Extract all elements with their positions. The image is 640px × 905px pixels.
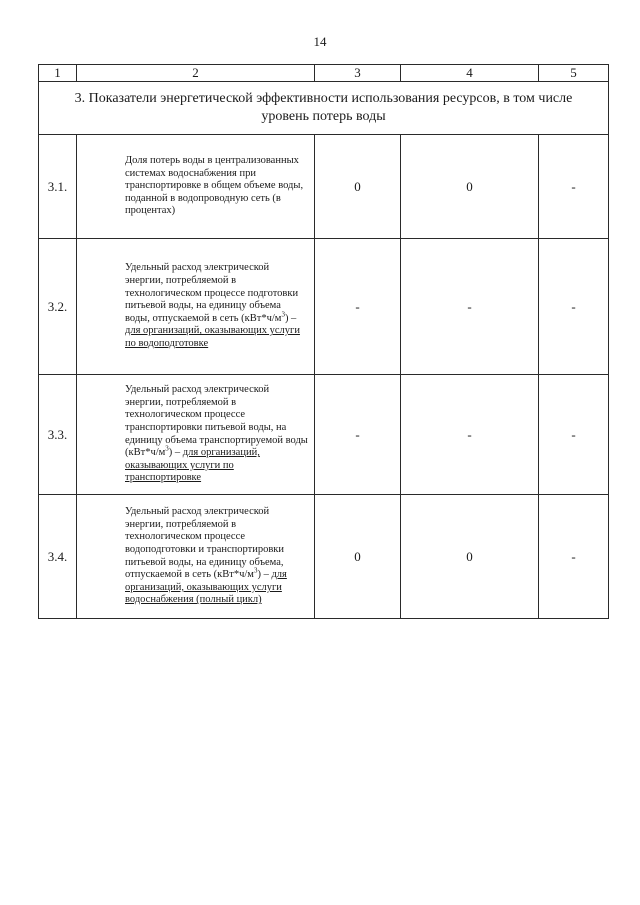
description-dash: ) – [168, 447, 183, 459]
row-description: Доля потерь воды в централизованных системах водоснабжения при транспортировке в общем объеме воды, поданной в водопроводную сеть (в процентах) [77, 135, 315, 239]
row-number: 3.3. [39, 375, 77, 495]
description-text: Удельный расход электрической энергии, потребляемой в технологическом процессе транспортировки питьевой воды, на единицу объема транспортируемой воды (кВт*ч/м [125, 384, 308, 459]
column-header-5: 5 [539, 65, 609, 82]
table-row [39, 239, 609, 375]
unit-superscript: 3 [281, 310, 285, 319]
column-header-4: 4 [401, 65, 539, 82]
organization-scope-text: для организаций, оказывающих услуги водоснабжения (полный цикл) [125, 569, 287, 606]
unit-superscript: 3 [165, 444, 169, 453]
row-value-col5: - [539, 375, 609, 495]
table-row [39, 495, 609, 619]
row-value-col4: 0 [401, 135, 539, 239]
column-header-3: 3 [315, 65, 401, 82]
row-description [77, 495, 315, 619]
row-number: 3.2. [39, 239, 77, 375]
row-value-col4: - [401, 375, 539, 495]
unit-superscript: 3 [253, 566, 258, 575]
organization-scope-text: для организаций, оказывающих услуги по водоподготовке [125, 325, 300, 349]
row-number: 3.4. [39, 495, 77, 619]
table-row [39, 375, 609, 495]
row-description [77, 239, 315, 375]
row-value-col3: - [315, 239, 401, 375]
indicators-table [38, 64, 609, 619]
page-number: 14 [313, 34, 327, 49]
description-dash: ) – [257, 569, 272, 581]
column-header-2: 2 [77, 65, 315, 82]
row-value-col5: - [539, 239, 609, 375]
description-text: Удельный расход электрической энергии, потребляемой в технологическом процессе подготовки питьевой воды, на единицу объема воды, отпускаемой в сеть (кВт*ч/м [125, 262, 299, 324]
row-description [77, 375, 315, 495]
row-value-col3: 0 [315, 135, 401, 239]
description-dash: ) – [284, 312, 297, 324]
organization-scope-text: для организаций, оказывающих услуги по транспортировке [125, 447, 260, 484]
row-value-col5: - [539, 135, 609, 239]
section-header-row [39, 82, 609, 135]
row-value-col3: - [315, 375, 401, 495]
description-text: Удельный расход электрической энергии, потребляемой в технологическом процессе водоподготовки и транспортировки питьевой воды, на единицу объема, отпускаемой в сеть (кВт*ч/м [125, 506, 285, 581]
row-value-col4: - [401, 239, 539, 375]
section-title: 3. Показатели энергетической эффективности использования ресурсов, в том числе уровень потерь воды [39, 82, 609, 135]
column-header-row [39, 65, 609, 82]
row-value-col3: 0 [315, 495, 401, 619]
table-row [39, 135, 609, 239]
row-value-col4: 0 [401, 495, 539, 619]
column-header-1: 1 [39, 65, 77, 82]
row-value-col5: - [539, 495, 609, 619]
row-number: 3.1. [39, 135, 77, 239]
